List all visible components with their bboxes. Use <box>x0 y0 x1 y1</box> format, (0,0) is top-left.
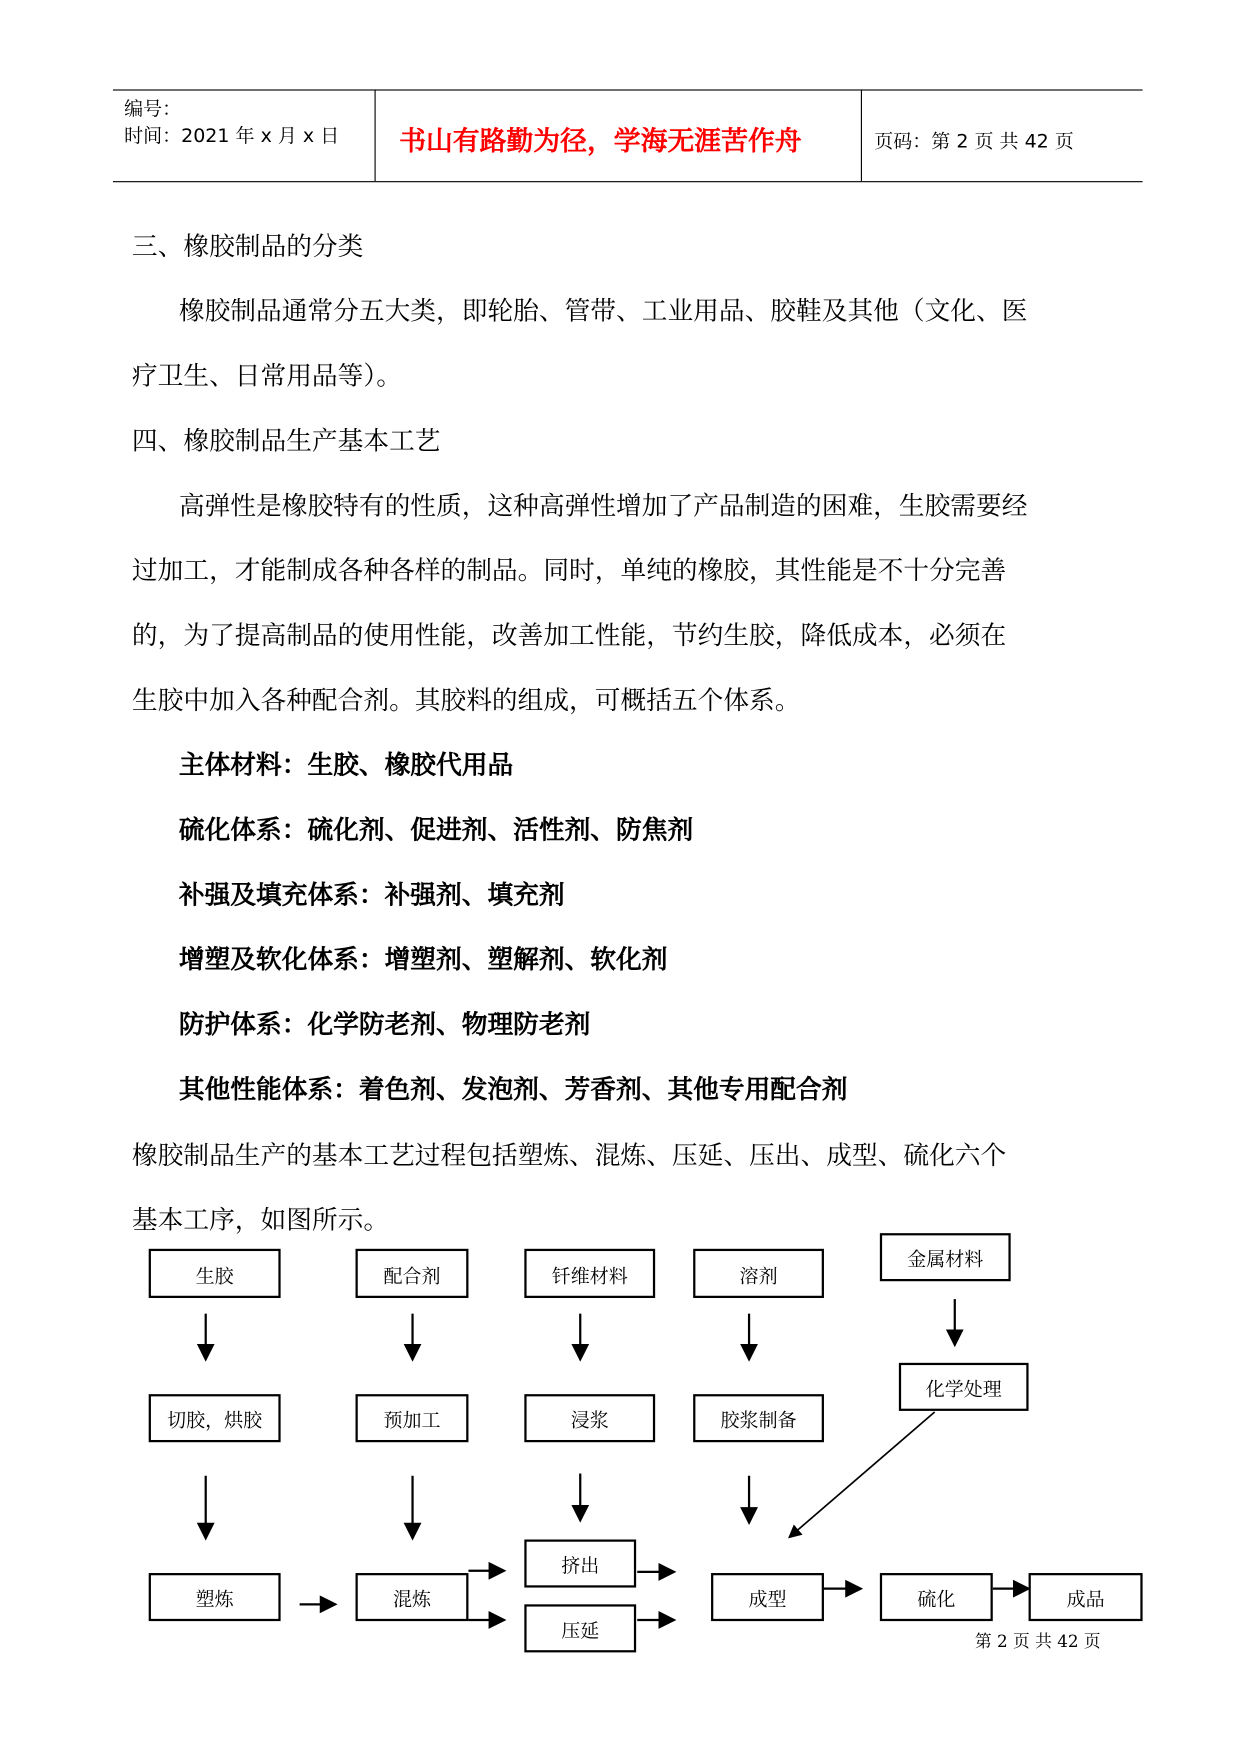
system-item: 补强及填充体系：补强剂、填充剂 <box>178 880 565 911</box>
system-item: 硫化体系：硫化剂、促进剂、活性剂、防焦剂 <box>178 816 694 846</box>
box-fiber-material: 钎维材料 <box>524 1249 655 1298</box>
paragraph-line: 橡胶制品生产的基本工艺过程包括塑炼、混炼、压延、压出、成型、硫化六个 <box>131 1141 1007 1171</box>
paragraph-line: 高弹性是橡胶特有的性质，这种高弹性增加了产品制造的困难，生胶需要经 <box>178 491 1028 521</box>
box-metal-material: 金属材料 <box>880 1233 1011 1281</box>
box-cut-dry: 切胶，烘胶 <box>149 1394 281 1442</box>
box-vulcanization: 硫化 <box>880 1573 993 1621</box>
box-calendering: 压延 <box>524 1604 636 1652</box>
page-footer: 第 2 页 共 42 页 <box>974 1631 1101 1652</box>
section-heading: 四、橡胶制品生产基本工艺 <box>131 427 441 457</box>
paragraph-line: 橡胶制品通常分五大类，即轮胎、管带、工业用品、胶鞋及其他（文化、医 <box>178 297 1028 327</box>
paragraph-line: 过加工，才能制成各种各样的制品。同时，单纯的橡胶，其性能是不十分完善 <box>131 556 1007 586</box>
doc-time-label: 时间：2021 年 x 月 x 日 <box>124 125 340 148</box>
system-item: 其他性能体系：着色剂、发泡剂、芳香剂、其他专用配合剂 <box>178 1075 848 1105</box>
box-chemical-treatment: 化学处理 <box>899 1363 1029 1411</box>
paragraph-line: 的，为了提高制品的使用性能，改善加工性能，节约生胶，降低成本，必须在 <box>131 621 1007 651</box>
section-heading: 三、橡胶制品的分类 <box>131 232 364 262</box>
system-item: 增塑及软化体系：增塑剂、塑解剂、软化剂 <box>178 945 668 975</box>
paragraph-line: 基本工序，如图所示。 <box>131 1206 390 1236</box>
paragraph-line: 生胶中加入各种配合剂。其胶料的组成，可概括五个体系。 <box>131 686 801 716</box>
box-mixing: 混炼 <box>356 1573 469 1621</box>
system-item: 防护体系：化学防老剂、物理防老剂 <box>178 1010 591 1040</box>
box-raw-rubber: 生胶 <box>149 1249 281 1298</box>
box-dipping: 浸浆 <box>524 1394 655 1442</box>
box-forming: 成型 <box>711 1573 824 1621</box>
header-slogan: 书山有路勤为径，学海无涯苦作舟 <box>399 124 802 157</box>
box-cement-prep: 胶浆制备 <box>693 1394 824 1442</box>
box-extrusion: 挤出 <box>524 1539 636 1587</box>
box-preprocess: 预加工 <box>356 1394 469 1442</box>
box-mastication: 塑炼 <box>149 1573 281 1621</box>
doc-number-label: 编号： <box>124 98 182 121</box>
system-item: 主体材料：生胶、橡胶代用品 <box>178 751 514 781</box>
paragraph-line: 疗卫生、日常用品等）。 <box>131 362 402 392</box>
header-page-info: 页码：第 2 页 共 42 页 <box>874 130 1074 154</box>
box-solvent: 溶剂 <box>693 1249 824 1298</box>
box-product: 成品 <box>1029 1573 1143 1621</box>
box-compounding-agent: 配合剂 <box>356 1249 469 1298</box>
